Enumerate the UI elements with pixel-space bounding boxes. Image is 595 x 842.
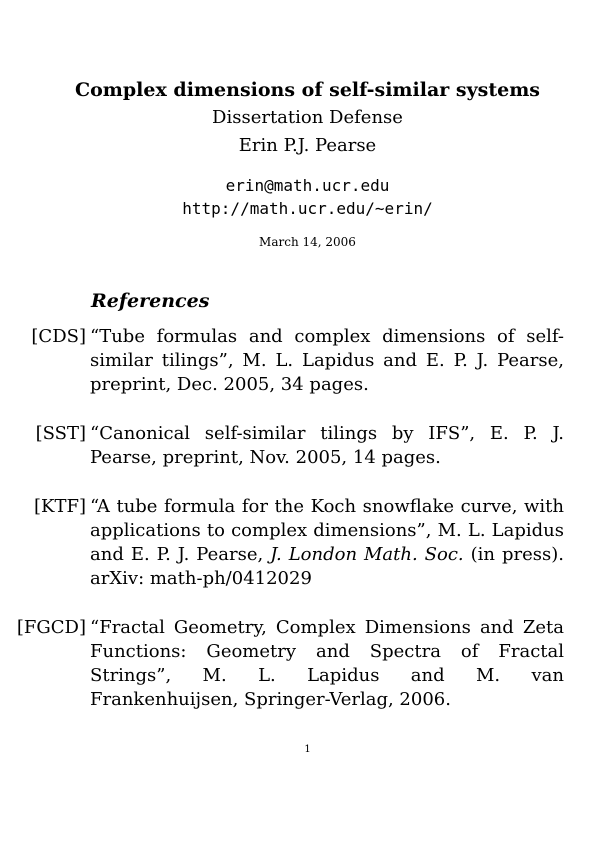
reference-item-ktf — [0, 495, 595, 591]
reference-key: [KTF] — [34, 496, 86, 517]
reference-item-sst — [0, 422, 595, 470]
page-number: 1 — [304, 744, 311, 755]
references-heading: References — [91, 290, 210, 312]
reference-key: [SST] — [35, 423, 86, 444]
reference-item-cds — [0, 325, 595, 397]
document-date: March 14, 2006 — [259, 235, 356, 249]
reference-text-after: (in press). arXiv: math-ph/0412029 — [90, 544, 564, 589]
reference-text: “Tube formulas and complex dimensions of self-similar tilings”, M. L. Lapidus and E. P. J. Pearse, preprint, Dec. 2005, 34 pages. — [90, 326, 564, 395]
reference-text — [90, 495, 564, 591]
title-block — [0, 78, 595, 250]
reference-item-fgcd — [0, 616, 595, 712]
document-title: Complex dimensions of self-similar systems — [75, 79, 540, 101]
reference-text: “Canonical self-similar tilings by IFS”, E. P. J. Pearse, preprint, Nov. 2005, 14 pages. — [90, 423, 564, 468]
reference-text-before: “A tube formula for the Koch snowflake curve, with applications to complex dimensions”, M. L. Lapidus and E. P. J. Pearse, — [90, 496, 564, 565]
reference-key: [FGCD] — [16, 617, 86, 638]
author-url: http://math.ucr.edu/∼erin/ — [182, 199, 433, 218]
reference-list — [0, 325, 595, 737]
document-subtitle: Dissertation Defense — [212, 107, 403, 128]
reference-key: [CDS] — [31, 326, 86, 347]
reference-text: “Fractal Geometry, Complex Dimensions and Zeta Functions: Geometry and Spectra of Fractal Strings”, M. L. Lapidus and M. van Frankenhuijsen, Springer-Verlag, 2006. — [90, 617, 564, 710]
journal-name: J. London Math. Soc. — [270, 544, 464, 565]
author-name: Erin P.J. Pearse — [238, 135, 377, 156]
author-email: erin@math.ucr.edu — [225, 176, 390, 195]
